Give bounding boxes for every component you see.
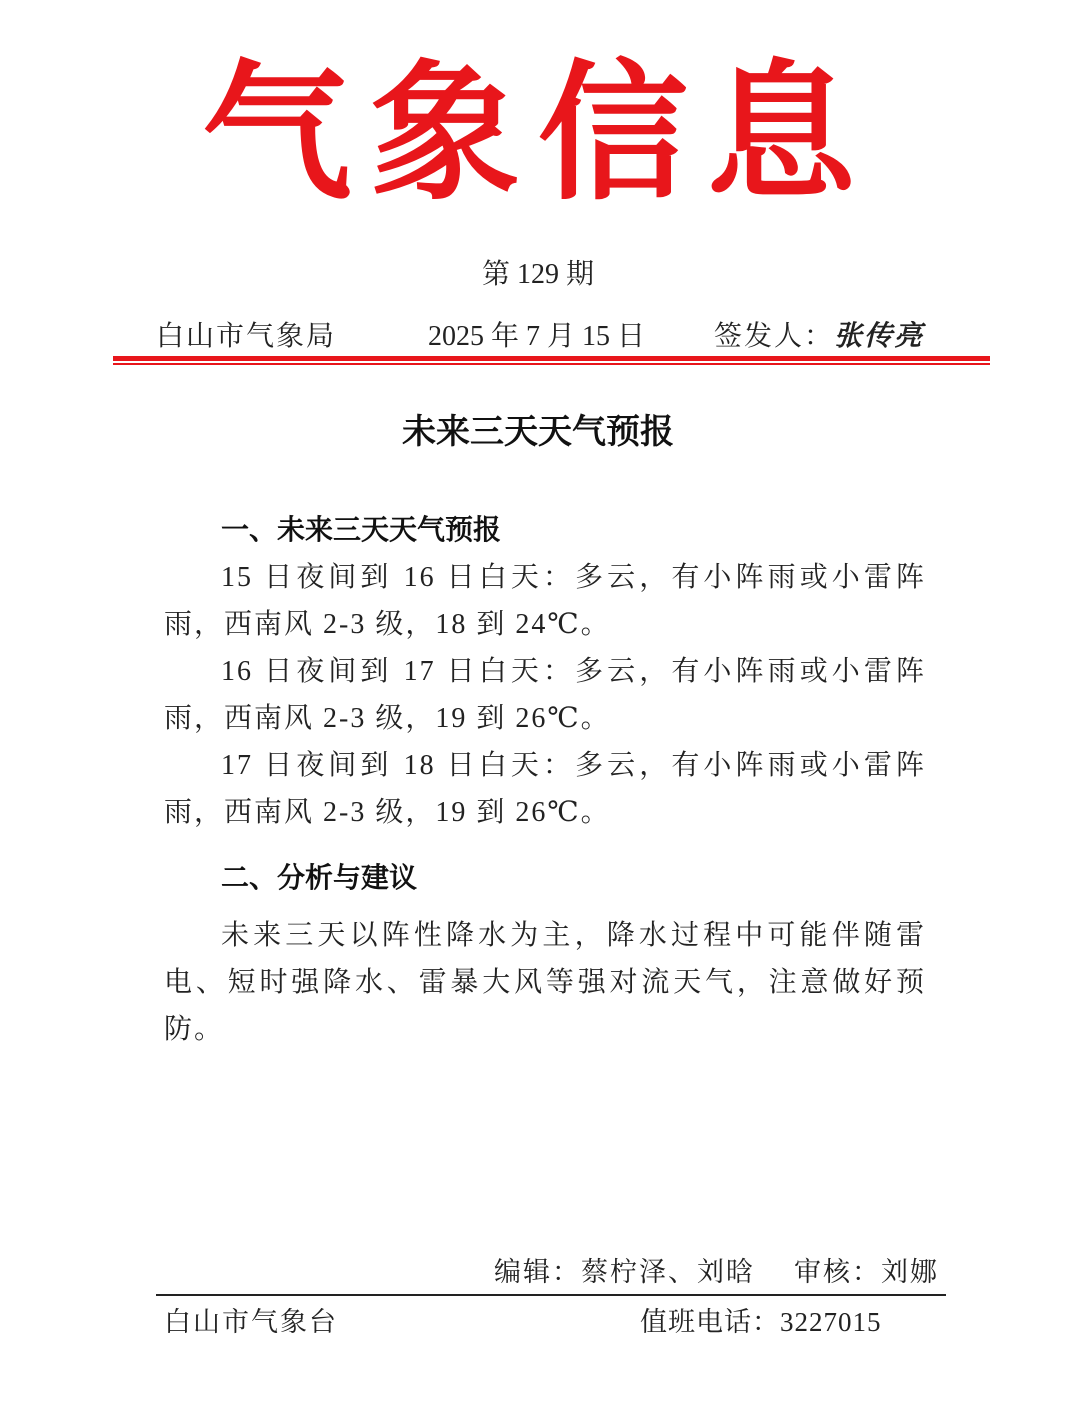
document-title: 未来三天天气预报 (402, 412, 674, 452)
masthead-title: 气象信息 (201, 45, 874, 221)
analysis-paragraph: 未来三天以阵性降水为主，降水过程中可能伴随雷电、短时强降水、雷暴大风等强对流天气，注意做好预防。 (164, 920, 926, 1045)
section-heading-forecast: 一、未来三天天气预报 (221, 513, 502, 546)
signer-label: 签发人： (714, 321, 835, 352)
issuer: 白山市气象局 (156, 321, 337, 352)
red-divider-thin (113, 363, 990, 365)
footer-org: 白山市气象台 (164, 1307, 338, 1337)
signer-signature: 张传亮 (834, 319, 925, 352)
issue-date: 2025 年 7 月 15 日 (428, 321, 646, 352)
red-divider-thick (113, 356, 990, 361)
issue-number: 第 129 期 (481, 259, 594, 290)
reviewer: 审核：刘娜 (794, 1257, 939, 1287)
editors: 编辑：蔡柠泽、刘晗 (494, 1257, 755, 1287)
forecast-paragraph-2: 16 日夜间到 17 日白天：多云，有小阵雨或小雷阵雨，西南风 2-3 级，19 到 26℃。 (164, 656, 926, 734)
footer-divider (156, 1294, 946, 1296)
duty-phone: 值班电话：3227015 (640, 1307, 882, 1337)
signer (714, 314, 924, 354)
forecast-paragraph-3: 17 日夜间到 18 日白天：多云，有小阵雨或小雷阵雨，西南风 2-3 级，19 到 26℃。 (164, 750, 926, 828)
forecast-paragraph-1: 15 日夜间到 16 日白天：多云，有小阵雨或小雷阵雨，西南风 2-3 级，18 到 24℃。 (164, 562, 926, 640)
section-heading-analysis: 二、分析与建议 (221, 861, 418, 894)
